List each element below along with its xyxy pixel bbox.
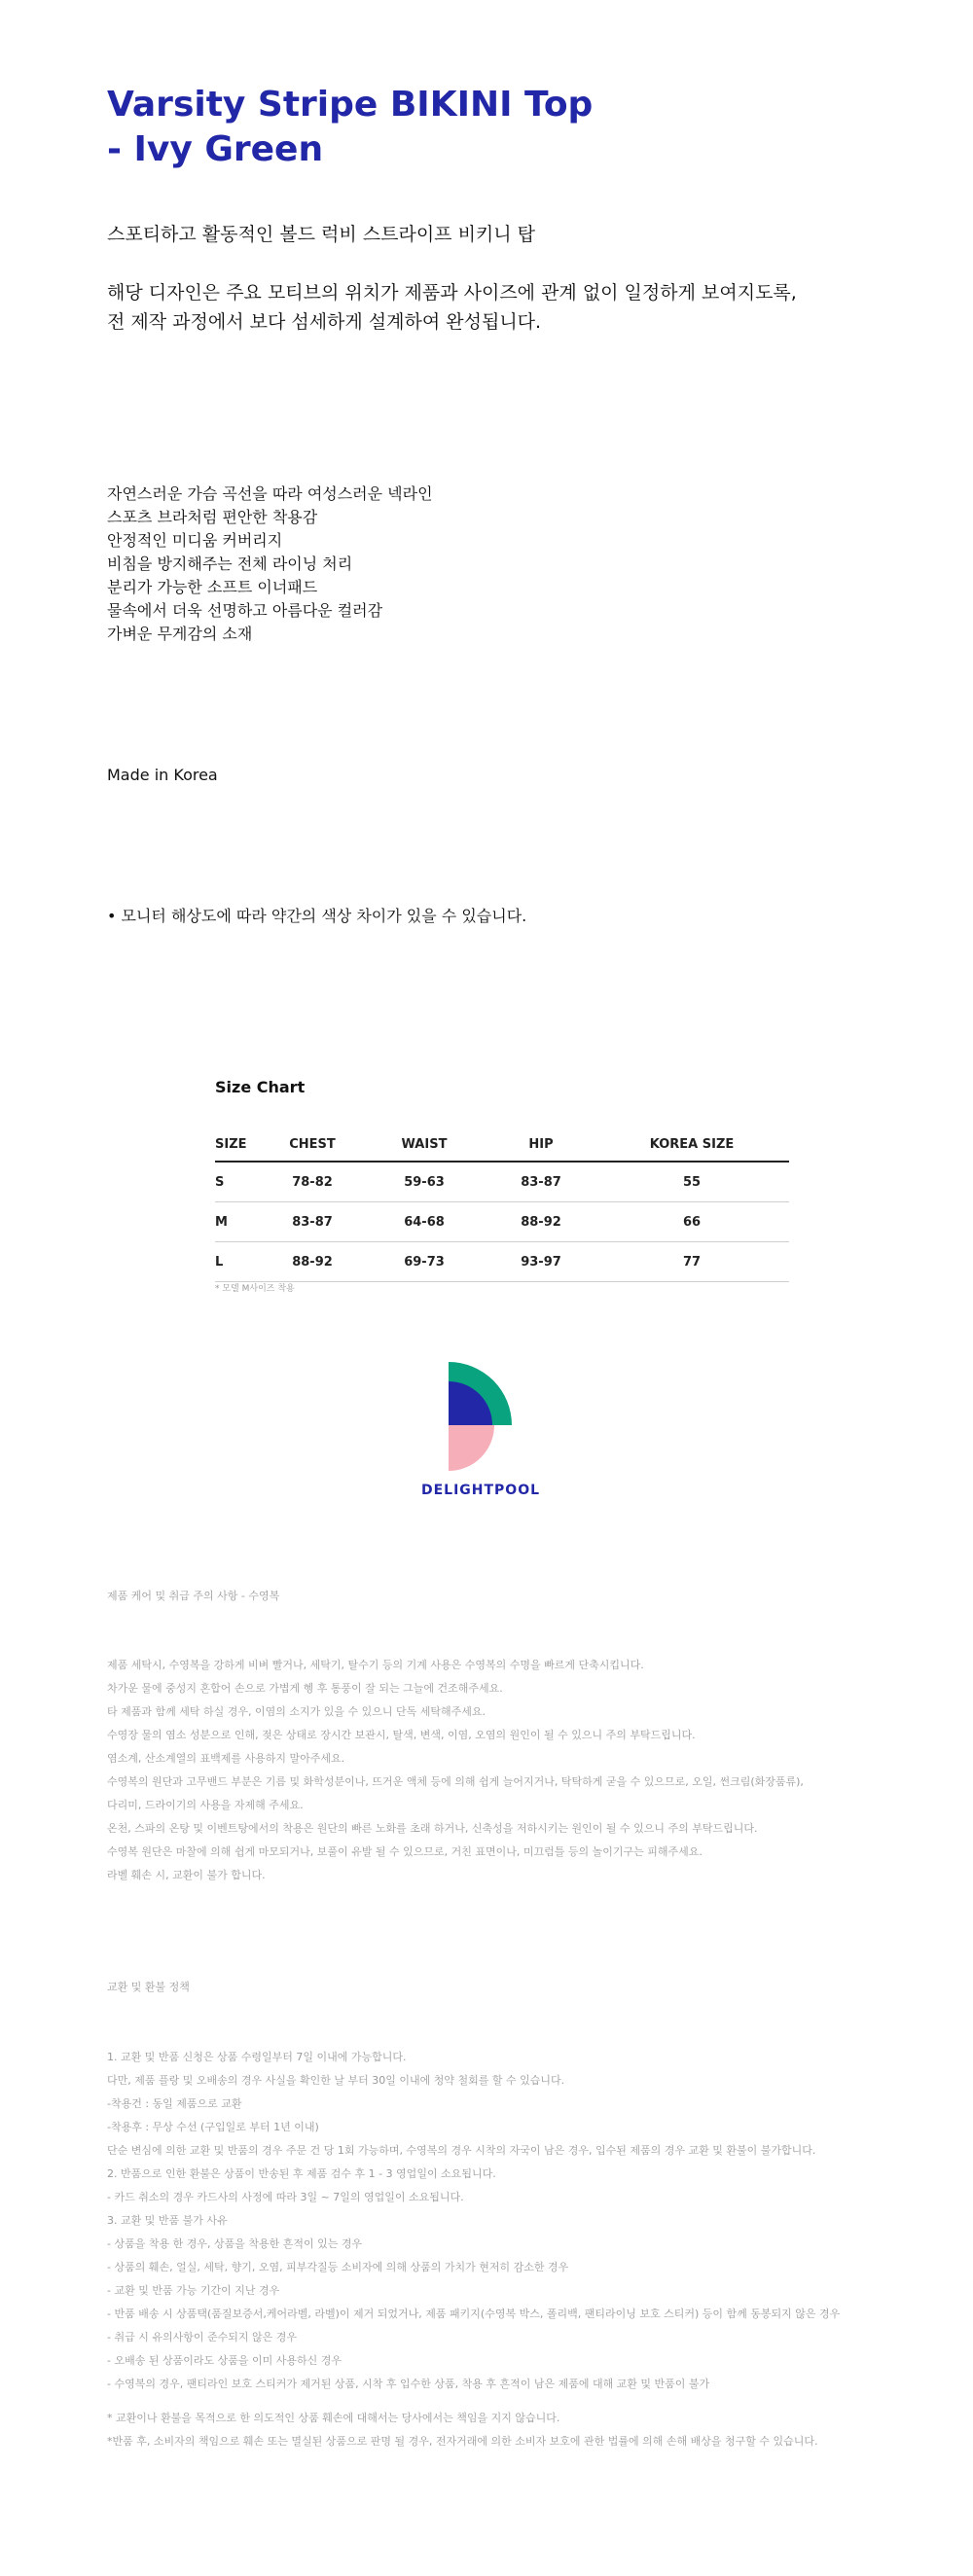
- cell-chest: 78-82: [264, 1162, 361, 1202]
- policy-line: 다만, 제품 플랑 및 오배송의 경우 사실을 확인한 날 부터 30일 이내에 청약 철회를 할 수 있습니다.: [107, 2074, 565, 2087]
- care-section-title: 제품 케어 및 취급 주의 사항 - 수영복: [107, 1590, 280, 1602]
- care-line: 온천, 스파의 온탕 및 이벤트탕에서의 착용은 원단의 빠른 노화를 초래 하거나, 신축성을 저하시키는 원인이 될 수 있으니 주의 부탁드립니다.: [107, 1822, 758, 1835]
- cell-size: L: [215, 1242, 264, 1282]
- footnote-line: * 교환이나 환불을 목적으로 한 의도적인 상품 훼손에 대해서는 당사에서는 책임을 지지 않습니다.: [107, 2412, 560, 2424]
- policy-line: - 취급 시 유의사항이 준수되지 않은 경우: [107, 2331, 297, 2343]
- size-chart-title: Size Chart: [215, 1078, 306, 1096]
- header-korea-size: KOREA SIZE: [595, 1128, 789, 1162]
- cell-hip: 93-97: [487, 1242, 595, 1282]
- cell-size: S: [215, 1162, 264, 1202]
- policy-line: -착용건 : 동일 제품으로 교환: [107, 2097, 242, 2110]
- care-instructions: [107, 1654, 804, 1887]
- feature-item: 안정적인 미디움 커버리지: [107, 531, 283, 550]
- cell-waist: 69-73: [361, 1242, 487, 1282]
- exchange-footnotes: [107, 2407, 817, 2453]
- size-chart-table: [215, 1128, 789, 1282]
- size-chart-note: * 모델 M사이즈 착용: [215, 1284, 295, 1294]
- feature-item: 스포츠 브라처럼 편안한 착용감: [107, 508, 318, 526]
- cell-size: M: [215, 1202, 264, 1242]
- policy-line: - 수영복의 경우, 팬티라인 보호 스티커가 제거된 상품, 시착 후 입수한 상품, 착용 후 흔적이 남은 제품에 대해 교환 및 반품이 불가: [107, 2378, 710, 2390]
- feature-item: 자연스러운 가슴 곡선을 따라 여성스러운 넥라인: [107, 484, 433, 503]
- table-row: [215, 1162, 789, 1202]
- brand-name: DELIGHTPOOL: [420, 1483, 541, 1498]
- care-line: 수영복의 원단과 고무밴드 부분은 기름 및 화학성분이나, 뜨거운 액체 등에 의해 쉽게 늘어지거나, 탁탁하게 굳을 수 있으므로, 오일, 썬크림(화장품류),: [107, 1775, 804, 1788]
- feature-item: 비침을 방지해주는 전체 라이닝 처리: [107, 555, 353, 573]
- care-line: 라벨 훼손 시, 교환이 불가 합니다.: [107, 1869, 266, 1881]
- care-line: 염소계, 산소계열의 표백제를 사용하지 말아주세요.: [107, 1752, 345, 1765]
- exchange-section-title: 교환 및 환불 정책: [107, 1981, 190, 1993]
- table-row: [215, 1202, 789, 1242]
- footnote-line: *반품 후, 소비자의 책임으로 훼손 또는 멸실된 상품으로 판명 될 경우, 전자거래에 의한 소비자 보호에 관한 법률에 의해 손해 배상을 청구할 수 있습니다.: [107, 2435, 818, 2448]
- policy-line: - 상품의 훼손, 얼실, 세탁, 향기, 오염, 피부각질등 소비자에 의해 상품의 가치가 현저히 감소한 경우: [107, 2261, 569, 2273]
- cell-chest: 88-92: [264, 1242, 361, 1282]
- exchange-policy: [107, 2046, 840, 2396]
- header-chest: CHEST: [264, 1128, 361, 1162]
- product-title: [107, 83, 593, 172]
- care-line: 다리미, 드라이기의 사용을 자제해 주세요.: [107, 1799, 304, 1811]
- product-title-line-1: Varsity Stripe BIKINI Top: [107, 85, 594, 125]
- care-line: 수영장 물의 염소 성분으로 인해, 젖은 상태로 장시간 보관시, 탈색, 변색, 이염, 오염의 원인이 될 수 있으니 주의 부탁드립니다.: [107, 1729, 696, 1741]
- cell-korea-size: 55: [595, 1162, 789, 1202]
- care-line: 제품 세탁시, 수영복을 강하게 비벼 빨거나, 세탁기, 탈수기 등의 기계 사용은 수영복의 수명을 빠르게 단축시킵니다.: [107, 1659, 644, 1671]
- feature-item: 분리가 가능한 소프트 이너패드: [107, 578, 318, 596]
- care-line: 타 제품과 함께 세탁 하실 경우, 이염의 소지가 있을 수 있으니 단독 세탁해주세요.: [107, 1705, 486, 1718]
- cell-korea-size: 66: [595, 1202, 789, 1242]
- product-description: [107, 278, 797, 337]
- cell-chest: 83-87: [264, 1202, 361, 1242]
- feature-list: [107, 483, 433, 646]
- description-line: 해당 디자인은 주요 모티브의 위치가 제품과 사이즈에 관계 없이 일정하게 보여지도록,: [107, 282, 797, 304]
- cell-waist: 59-63: [361, 1162, 487, 1202]
- policy-line: - 카드 취소의 경우 카드사의 사정에 따라 3일 ~ 7일의 영업일이 소요됩니다.: [107, 2191, 464, 2203]
- cell-hip: 88-92: [487, 1202, 595, 1242]
- policy-line: 3. 교환 및 반품 불가 사유: [107, 2214, 228, 2227]
- color-notice: • 모니터 해상도에 따라 약간의 색상 차이가 있을 수 있습니다.: [107, 907, 527, 925]
- cell-korea-size: 77: [595, 1242, 789, 1282]
- product-tagline: 스포티하고 활동적인 볼드 럭비 스트라이프 비키니 탑: [107, 224, 536, 245]
- made-in-label: Made in Korea: [107, 766, 218, 784]
- brand-logo-mark-icon: [449, 1362, 517, 1479]
- policy-line: 1. 교환 및 반품 신청은 상품 수령일부터 7일 이내에 가능합니다.: [107, 2051, 407, 2063]
- feature-item: 가벼운 무게감의 소재: [107, 625, 253, 643]
- table-row: [215, 1242, 789, 1282]
- cell-hip: 83-87: [487, 1162, 595, 1202]
- brand-logo: [403, 1362, 559, 1508]
- policy-line: -착용후 : 무상 수선 (구입일로 부터 1년 이내): [107, 2121, 319, 2133]
- description-line: 전 제작 과정에서 보다 섬세하게 설계하여 완성됩니다.: [107, 311, 542, 333]
- header-hip: HIP: [487, 1128, 595, 1162]
- policy-line: 2. 반품으로 인한 환불은 상품이 반송된 후 제품 검수 후 1 - 3 영업일이 소요됩니다.: [107, 2167, 496, 2180]
- size-chart-header-row: [215, 1128, 789, 1162]
- policy-line: - 교환 및 반품 가능 기간이 지난 경우: [107, 2284, 280, 2297]
- header-size: SIZE: [215, 1128, 264, 1162]
- policy-line: - 오배송 된 상품이라도 상품을 이미 사용하신 경우: [107, 2354, 342, 2367]
- policy-line: - 상품을 착용 한 경우, 상품을 착용한 흔적이 있는 경우: [107, 2237, 363, 2250]
- product-title-line-2: - Ivy Green: [107, 129, 324, 169]
- policy-line: - 반품 배송 시 상품택(품질보증서,케어라벨, 라벨)이 제거 되었거나, 제품 패키지(수영복 박스, 폴리백, 팬티라이닝 보호 스티커) 등이 함께 동봉되지 않은 경우: [107, 2308, 841, 2320]
- policy-line: 단순 변심에 의한 교환 및 반품의 경우 주문 건 당 1회 가능하며, 수영복의 경우 시착의 자국이 남은 경우, 입수된 제품의 경우 교환 및 환불이 불가합니다.: [107, 2144, 816, 2157]
- feature-item: 물속에서 더욱 선명하고 아름다운 컬러감: [107, 601, 383, 620]
- header-waist: WAIST: [361, 1128, 487, 1162]
- care-line: 차가운 물에 중성지 혼합어 손으로 가볍게 헹 후 통풍이 잘 되는 그늘에 건조해주세요.: [107, 1682, 503, 1695]
- logo-pink-arc: [449, 1425, 494, 1471]
- cell-waist: 64-68: [361, 1202, 487, 1242]
- care-line: 수영복 원단은 마찰에 의해 쉽게 마모되거나, 보풀이 유발 될 수 있으므로, 거친 표면이나, 미끄럼틀 등의 놀이기구는 피해주세요.: [107, 1845, 703, 1858]
